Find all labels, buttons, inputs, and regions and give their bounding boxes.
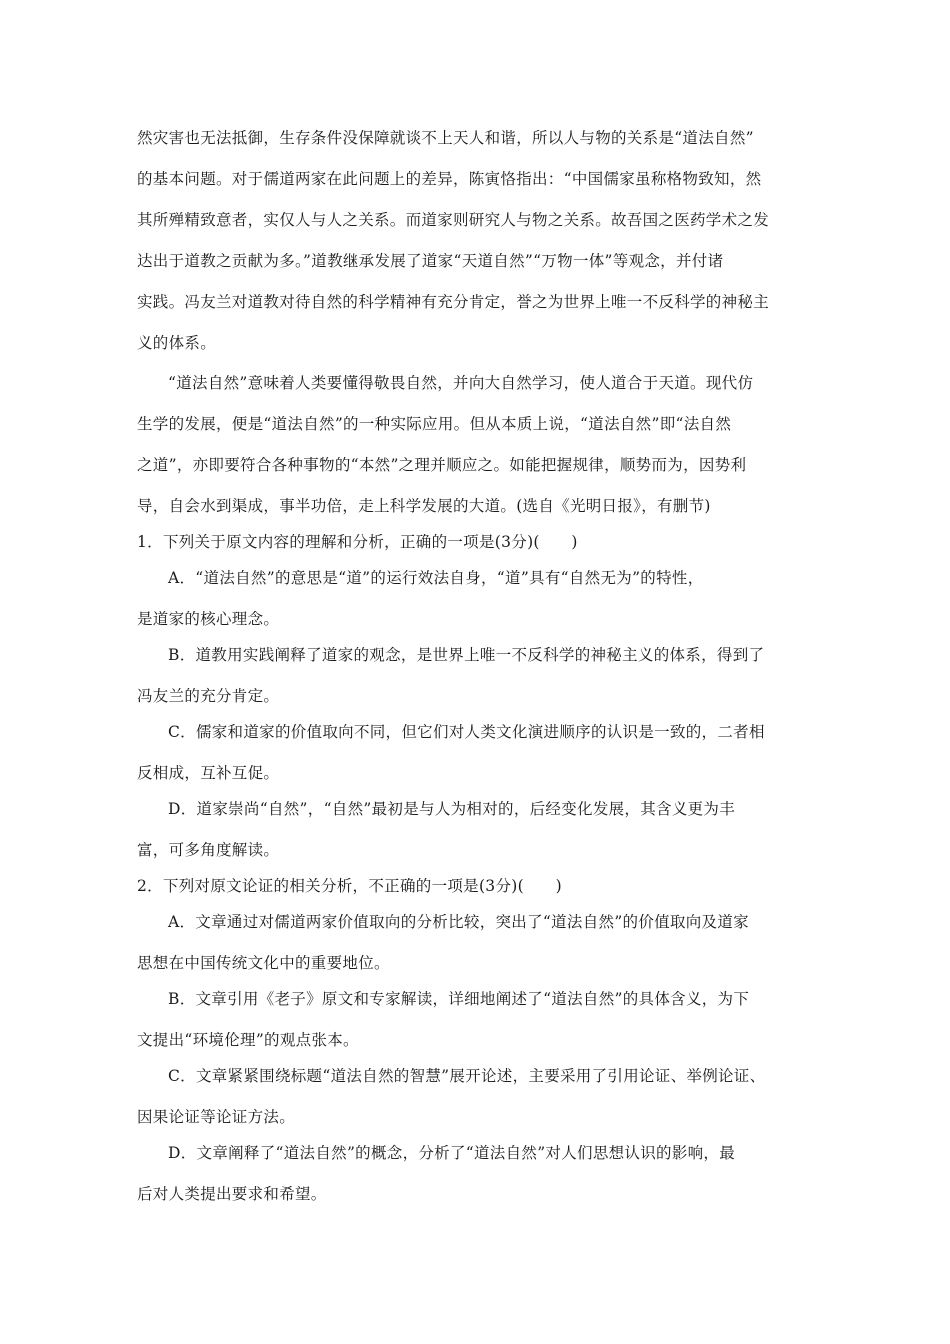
text-line: 生学的发展，便是“道法自然”的一种实际应用。但从本质上说，“道法自然”即“法自然	[137, 415, 732, 433]
text-line: 导，自会水到渠成，事半功倍，走上科学发展的大道。(选自《光明日报》，有删节)	[137, 497, 711, 515]
option-text: A．“道法自然”的意思是“道”的运行效法自身，“道”具有“自然无为”的特性，	[168, 569, 704, 587]
text-line: 然灾害也无法抵御，生存条件没保障就谈不上天人和谐，所以人与物的关系是“道法自然”	[137, 129, 754, 147]
option-text: 反相成，互补互促。	[137, 764, 280, 782]
option-text: 富，可多角度解读。	[137, 841, 280, 859]
option-text: A．文章通过对儒道两家价值取向的分析比较，突出了“道法自然”的价值取向及道家	[168, 913, 749, 931]
text-line: 达出于道教之贡献为多。”道教继承发展了道家“天道自然”“万物一体”等观念，并付诸	[137, 252, 724, 270]
option-text: D．文章阐释了“道法自然”的概念，分析了“道法自然”对人们思想认识的影响，最	[168, 1144, 736, 1162]
question-stem: 1．下列关于原文内容的理解和分析，正确的一项是(3分)( )	[137, 533, 578, 551]
text-line: 的基本问题。对于儒道两家在此问题上的差异，陈寅恪指出：“中国儒家虽称格物致知，然	[137, 170, 762, 188]
option-text: 后对人类提出要求和希望。	[137, 1185, 327, 1203]
option-text: 冯友兰的充分肯定。	[137, 687, 280, 705]
option-text: C．儒家和道家的价值取向不同，但它们对人类文化演进顺序的认识是一致的，二者相	[168, 723, 765, 741]
option-text: 是道家的核心理念。	[137, 610, 280, 628]
option-text: 文提出“环境伦理”的观点张本。	[137, 1031, 359, 1049]
text-line: 其所殚精致意者，实仅人与人之关系。而道家则研究人与物之关系。故吾国之医药学术之发	[137, 211, 770, 229]
option-text: D．道家崇尚“自然”，“自然”最初是与人为相对的，后经变化发展，其含义更为丰	[168, 800, 736, 818]
option-text: B．道教用实践阐释了道家的观念，是世界上唯一不反科学的神秘主义的体系，得到了	[168, 646, 765, 664]
text-line: 义的体系。	[137, 334, 217, 352]
text-line: “道法自然”意味着人类要懂得敬畏自然，并向大自然学习，使人道合于天道。现代仿	[168, 374, 754, 392]
option-text: C．文章紧紧围绕标题“道法自然的智慧”展开论述，主要采用了引用论证、举例论证、	[168, 1067, 766, 1085]
option-text: B．文章引用《老子》原文和专家解读，详细地阐述了“道法自然”的具体含义，为下	[168, 990, 750, 1008]
question-stem: 2．下列对原文论证的相关分析，不正确的一项是(3分)( )	[137, 877, 562, 895]
text-line: 之道”，亦即要符合各种事物的“本然”之理并顺应之。如能把握规律，顺势而为，因势利	[137, 456, 747, 474]
option-text: 因果论证等论证方法。	[137, 1108, 296, 1126]
text-line: 实践。冯友兰对道教对待自然的科学精神有充分肯定，誉之为世界上唯一不反科学的神秘主	[137, 293, 770, 311]
option-text: 思想在中国传统文化中的重要地位。	[137, 954, 390, 972]
